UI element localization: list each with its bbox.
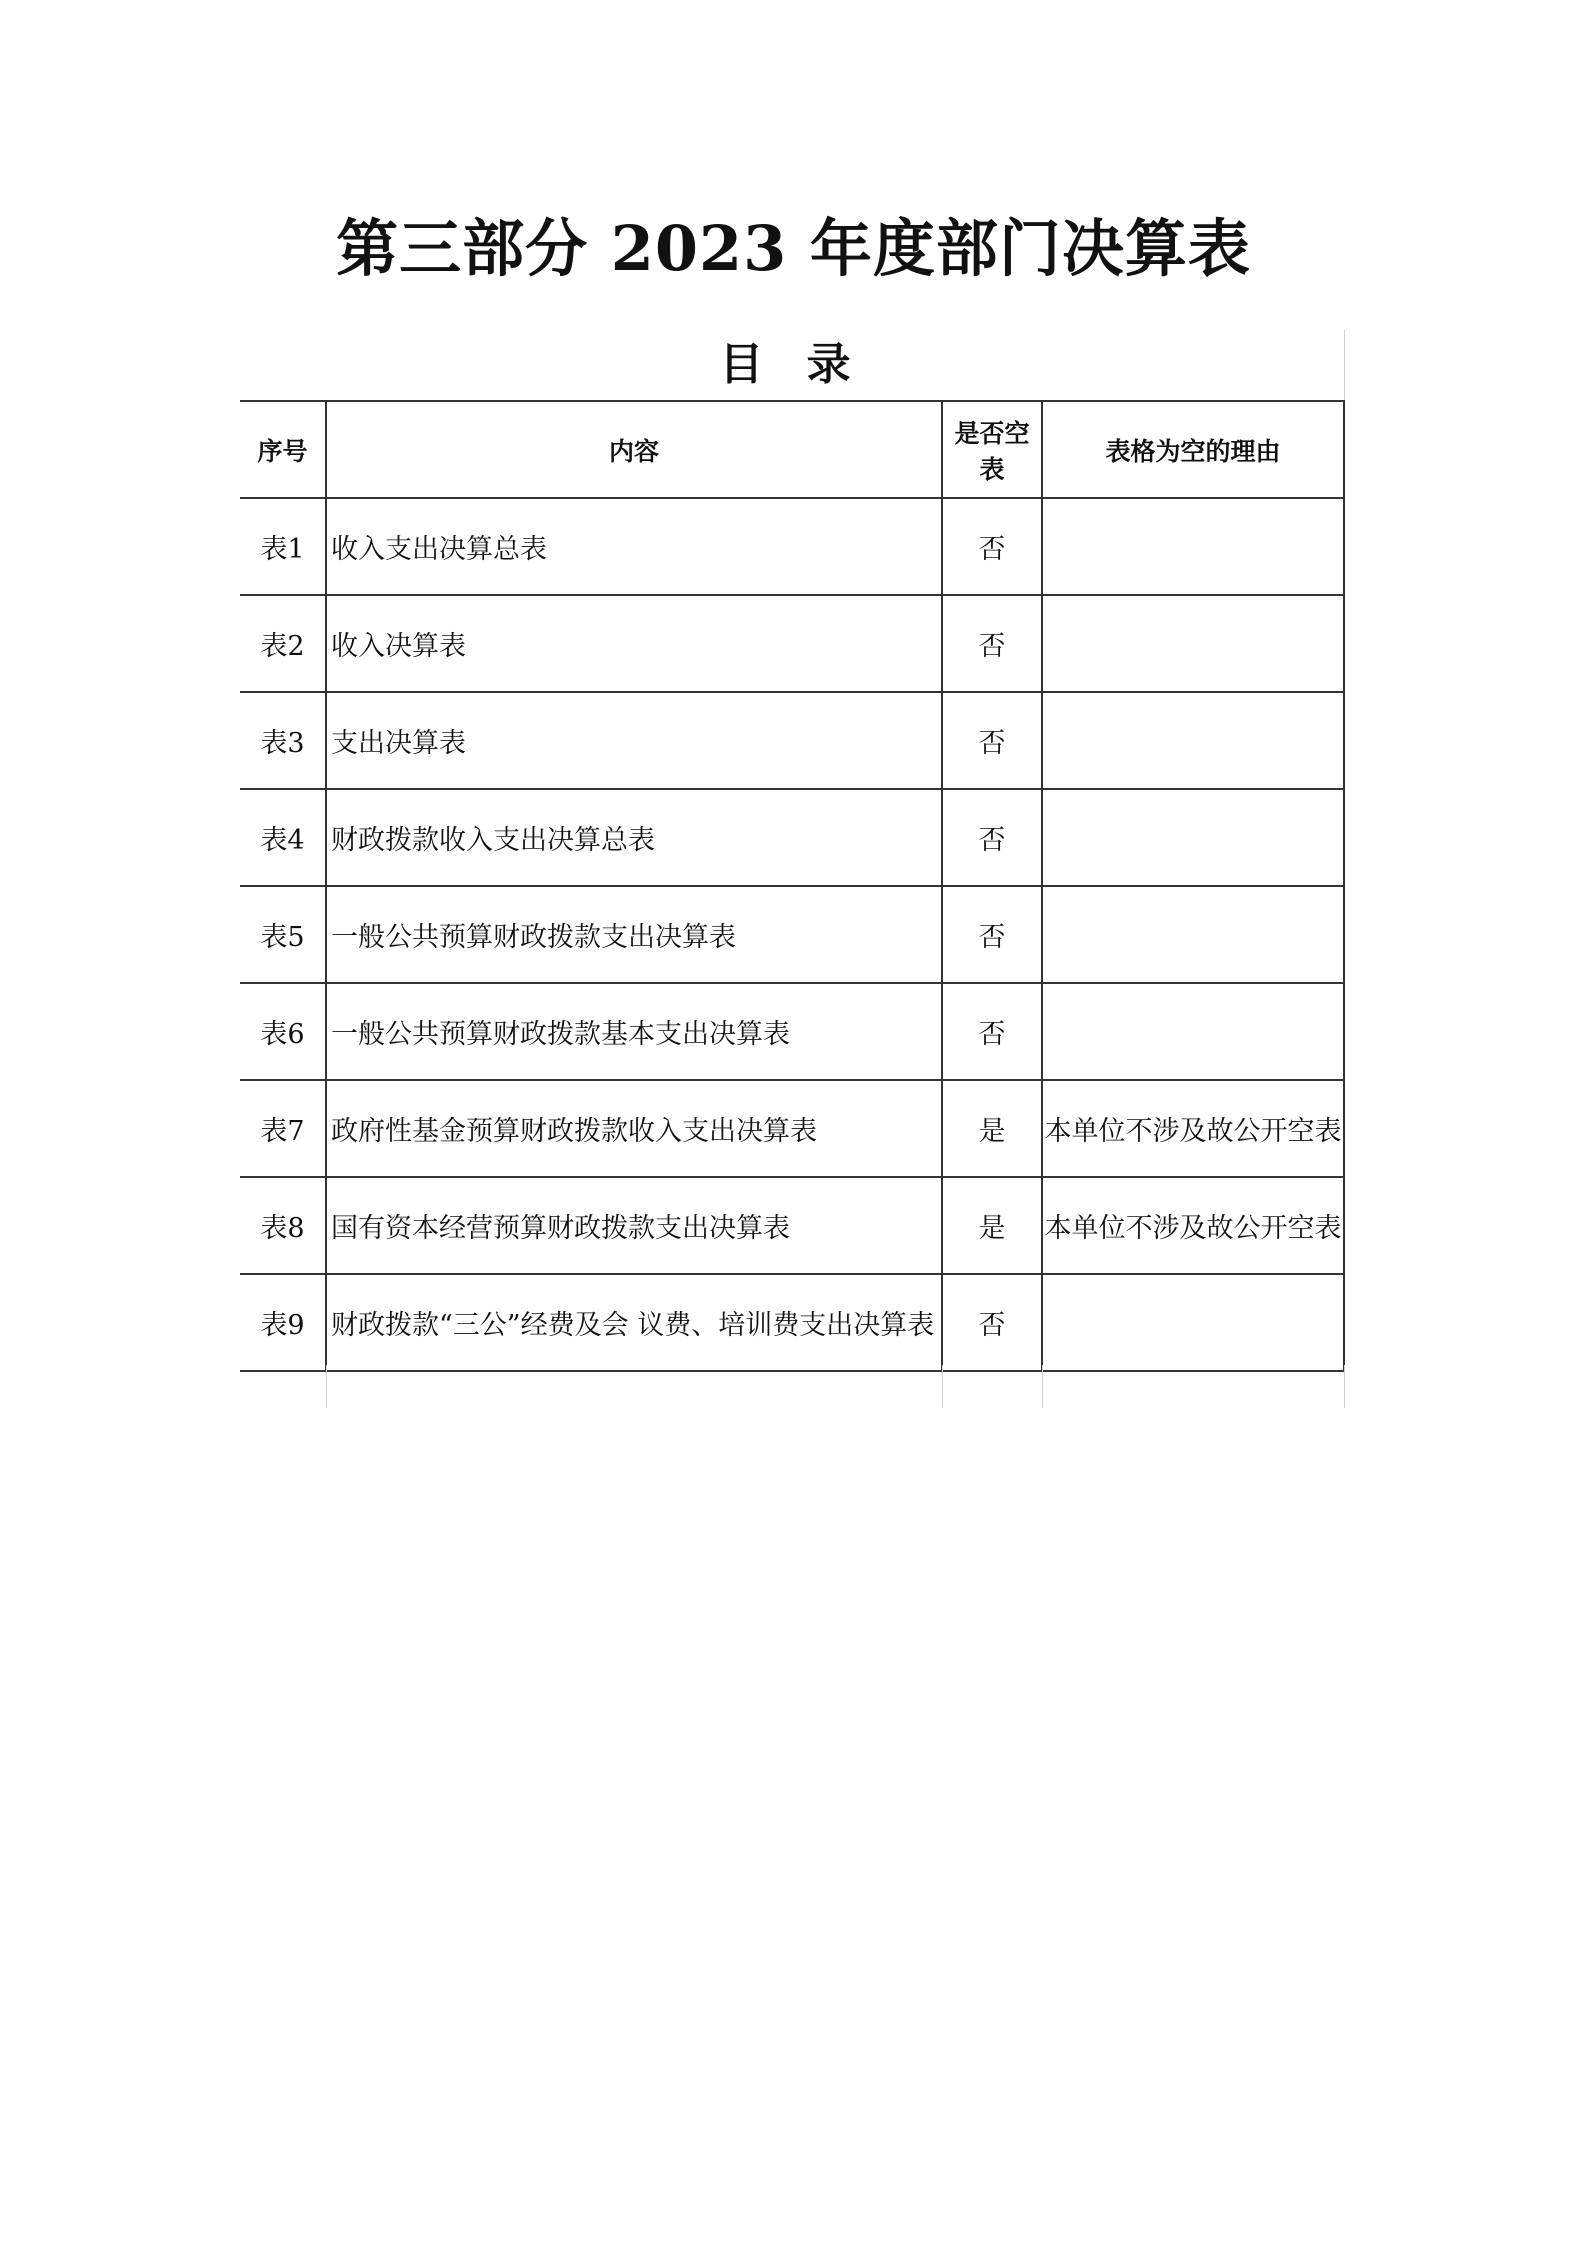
table-row <box>240 1274 1344 1371</box>
table-header-row <box>240 401 1344 498</box>
row-reason <box>1042 789 1344 886</box>
row-no: 表5 <box>240 886 326 983</box>
table-row <box>240 498 1344 595</box>
catalog-heading: 目 录 <box>719 339 865 390</box>
header-content: 内容 <box>326 401 942 498</box>
row-reason: 本单位不涉及故公开空表 <box>1042 1177 1344 1274</box>
table-row <box>240 789 1344 886</box>
row-no: 表2 <box>240 595 326 692</box>
row-content: 支出决算表 <box>326 692 942 789</box>
row-no: 表8 <box>240 1177 326 1274</box>
grid-line <box>326 1365 327 1408</box>
row-content: 政府性基金预算财政拨款收入支出决算表 <box>326 1080 942 1177</box>
row-content: 财政拨款收入支出决算总表 <box>326 789 942 886</box>
row-no: 表4 <box>240 789 326 886</box>
grid-line <box>1042 1365 1043 1408</box>
row-no: 表3 <box>240 692 326 789</box>
row-is-empty: 否 <box>942 498 1042 595</box>
table-row <box>240 983 1344 1080</box>
table-row <box>240 886 1344 983</box>
row-no: 表6 <box>240 983 326 1080</box>
table-row <box>240 1080 1344 1177</box>
row-is-empty: 否 <box>942 692 1042 789</box>
row-content: 财政拨款“三公”经费及会 议费、培训费支出决算表 <box>326 1274 942 1371</box>
catalog-table <box>240 400 1345 1372</box>
row-content: 收入决算表 <box>326 595 942 692</box>
table-row <box>240 692 1344 789</box>
row-is-empty: 否 <box>942 1274 1042 1371</box>
table-row <box>240 1177 1344 1274</box>
page-title: 第三部分 2023 年度部门决算表 <box>336 212 1251 285</box>
row-no: 表7 <box>240 1080 326 1177</box>
row-content: 一般公共预算财政拨款基本支出决算表 <box>326 983 942 1080</box>
grid-line <box>942 1365 943 1408</box>
grid-line <box>1344 1365 1345 1408</box>
row-is-empty: 是 <box>942 1080 1042 1177</box>
row-is-empty: 否 <box>942 789 1042 886</box>
row-is-empty: 否 <box>942 983 1042 1080</box>
row-is-empty: 否 <box>942 595 1042 692</box>
row-reason <box>1042 886 1344 983</box>
row-reason <box>1042 692 1344 789</box>
row-reason: 本单位不涉及故公开空表 <box>1042 1080 1344 1177</box>
grid-gridlines <box>240 1365 1344 1408</box>
row-reason <box>1042 1274 1344 1371</box>
row-reason <box>1042 595 1344 692</box>
row-content: 国有资本经营预算财政拨款支出决算表 <box>326 1177 942 1274</box>
row-reason <box>1042 983 1344 1080</box>
row-reason <box>1042 498 1344 595</box>
row-content: 收入支出决算总表 <box>326 498 942 595</box>
row-no: 表1 <box>240 498 326 595</box>
header-is-empty: 是否空表 <box>942 401 1042 498</box>
header-no: 序号 <box>240 401 326 498</box>
row-content: 一般公共预算财政拨款支出决算表 <box>326 886 942 983</box>
row-no: 表9 <box>240 1274 326 1371</box>
row-is-empty: 否 <box>942 886 1042 983</box>
header-reason: 表格为空的理由 <box>1042 401 1344 498</box>
row-is-empty: 是 <box>942 1177 1042 1274</box>
grid-line <box>1344 330 1345 402</box>
table-row <box>240 595 1344 692</box>
